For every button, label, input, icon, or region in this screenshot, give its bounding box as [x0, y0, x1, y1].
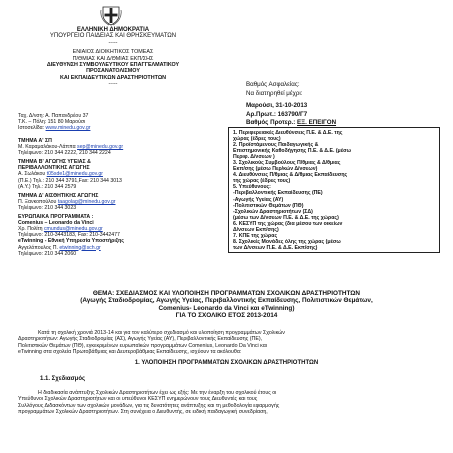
paragraph-line: προγραμμάτων Σχολικών Δραστηριοτήτων. Στη συνέχεια ο Διευθυντής, σε ειδική παιδαγωγική συνεδρίαση, [18, 408, 268, 415]
document-date: Μαρούσι, 31-10-2013 [246, 102, 308, 109]
recipient-line: Επιστημονικής Καθοδήγησης Π.Ε. & Δ.Ε. (μέσω [233, 148, 351, 155]
recipient-line: 5. Υπεύθυνους: [233, 184, 271, 191]
security-level: Βαθμός Ασφαλείας: [246, 81, 300, 88]
website-label: Ιστοσελίδα: [18, 125, 46, 132]
directorate-line-2: ΠΡΟΣΑΝΑΤΟΛΙΣΜΟΥ [86, 68, 140, 75]
recipients-box [228, 127, 440, 253]
header-divider: ----- [108, 39, 118, 46]
subject-line-2: (Αγωγής Σταδιοδρομίας, Αγωγής Υγείας, Περιβαλλοντικής Εκπαίδευσης, Πολιτιστικών Θεμάτων, [80, 297, 373, 305]
contact-email-link[interactable]: t05sde1@minedu.gov.gr [46, 171, 103, 178]
contact-group [18, 159, 228, 189]
recipient-line: Δ/νσεων Εκπ/σης) [233, 226, 279, 233]
recipient-line: (μέσω των Δ/νσεων Π.Ε. & Δ.Ε. της χώρας) [233, 214, 339, 221]
directorate-line-3: ΚΑΙ ΕΚΠΑΙΔΕΥΤΙΚΩΝ ΔΡΑΣΤΗΡΙΟΤΗΤΩΝ [59, 74, 167, 81]
country-name: ΕΛΛΗΝΙΚΗ ΔΗΜΟΚΡΑΤΙΑ [76, 27, 150, 33]
contact-text: Μ. Καραμαλάκου-Λάππα [18, 144, 78, 151]
contact-text: Τηλέφωνο: 210 344 2060 [18, 250, 77, 257]
address-block [18, 113, 218, 131]
recipient-line: 4. Διευθύνσεις Π/θμιας & Δ/θμιας Εκπαίδευσης [233, 172, 348, 179]
recipient-line: των Δ/νσεων Π.Ε. & Δ.Ε. Εκπ/σης) [233, 244, 318, 251]
recipient-line: -Αγωγής Υγείας (ΑΥ) [233, 196, 284, 203]
ministry-header [18, 27, 208, 88]
recipient-line: Περιφ. Δ/νσεων ) [233, 154, 275, 161]
document-subject [0, 290, 453, 320]
recipient-line: χώρας (έδρες τους) [233, 136, 281, 143]
contact-text: Π. Ξανκοπούλου [18, 198, 58, 205]
priority-label: Βαθμός Προτερ.: [246, 119, 298, 127]
contact-text: Α. Σωλάκου [18, 171, 47, 178]
contact-text: ΕΥΡΩΠΑΙΚΑ ΠΡΟΓΡΑΜΜΑΤΑ : [18, 214, 94, 221]
sector-subname: Π/ΘΜΙΑΣ ΚΑΙ Δ/ΘΜΙΑΣ ΕΚΠ/ΣΗΣ [72, 55, 154, 62]
contact-group [18, 138, 228, 156]
intro-line: Κατά τη σχολική χρονιά 2013-14 και για τον καλύτερο σχεδιασμό και υλοποίηση προγραμμάτων Σχολικών [38, 330, 285, 336]
contact-text: ΠΕΡΙΒΑΛΛΟΝΤΙΚΗΣ ΑΓΩΓΗΣ [18, 165, 90, 172]
recipient-line: 2. Προϊστάμενους Παιδαγωγικής & [233, 142, 319, 149]
recipient-line: Εκπ/σης (μέσω Περ/κών Δ/νσεων) [233, 166, 318, 173]
intro-paragraph [18, 330, 438, 355]
intro-line: Δραστηριοτήτων: Αγωγής Σταδιοδρομίας (ΑΣ), Αγωγής Υγείας (ΑΥ), Περιβαλλοντικής Εκπαίδευσης (ΠΕ), [18, 336, 263, 343]
recipient-line: 8. Σχολικές Μονάδες όλης της χώρας (μέσω [233, 238, 341, 245]
protocol-number: Αρ.Πρωτ.: 163790/Γ7 [246, 110, 308, 118]
contact-email-link[interactable]: taagolag@minedu.gov.gr [57, 198, 116, 205]
contact-text: ΤΜΗΜΑ Β' ΑΓΩΓΗΣ ΥΓΕΙΑΣ & [18, 159, 91, 166]
directorate-line-1: ΔΙΕΥΘΥΝΣΗ ΣΥΜΒΟΥΛΕΥΤΙΚΟΥ ΕΠΑΓΓΕΛΜΑΤΙΚΟΥ [46, 62, 180, 69]
contact-text: (Α.Υ.) Τηλ.: 210 344 2579 [18, 183, 77, 190]
contact-text: Τηλέφωνο: 210 344 2222, 210 344 2224 [18, 150, 111, 157]
recipient-line: -Πολιτιστικών Θεμάτων (ΠΘ) [233, 202, 304, 209]
paragraph-line: Υπεύθυνοι Σχολικών Δραστηριοτήτων και οι υπεύθυνοι ΚΕΣΥΠ ενημερώνουν τους Διευθυντές και τους [18, 396, 258, 403]
contact-text: Χρ. Πολίτη [18, 226, 44, 233]
subject-line-4: ΓΙΑ ΤΟ ΣΧΟΛΙΚΟ ΕΤΟΣ 2013-2014 [175, 312, 278, 320]
contact-line [18, 205, 228, 211]
document-meta [246, 80, 446, 128]
website-line [18, 125, 218, 131]
header-divider-2: ----- [108, 81, 118, 88]
recipient-line: της χώρας (έδρες τους) [233, 178, 291, 185]
contact-email-link[interactable]: etwinning@sch.gr [59, 244, 101, 251]
contact-text: eTwinning - Εθνική Υπηρεσία Υποστήριξης [18, 238, 124, 245]
priority-value: ΕΞ. ΕΠΕΙΓΟΝ [297, 119, 337, 127]
contact-group [18, 214, 228, 257]
ministry-name: ΥΠΟΥΡΓΕΙΟ ΠΑΙΔΕΙΑΣ ΚΑΙ ΘΡΗΣΚΕΥΜΑΤΩΝ [49, 33, 177, 40]
contact-text: Αγγελόπουλος Π. [18, 244, 60, 251]
recipient-line: 6. ΚΕΣΥΠ της χώρας (δια μέσου των οικείων [233, 220, 343, 227]
contact-group [18, 193, 228, 211]
recipient-line: 1. Περιφερειακές Διευθύνσεις Π.Ε. & Δ.Ε. της [233, 130, 343, 136]
sector-name: ΕΝΙΑΙΟΣ ΔΙΟΙΚΗΤΙΚΟΣ ΤΟΜΕΑΣ [72, 49, 154, 56]
recipient-line: 3. Σχολικούς Συμβούλους Π/θμιας & Δ/θμιας [233, 160, 341, 167]
contact-line [18, 251, 228, 257]
subject-line-1: ΘΕΜΑ: ΣΧΕΔΙΑΣΜΟΣ ΚΑΙ ΥΛΟΠΟΙΗΣΗ ΠΡΟΓΡΑΜΜΑΤΩΝ ΣΧΟΛΙΚΩΝ ΔΡΑΣΤΗΡΙΟΤΗΤΩΝ [92, 290, 361, 297]
contact-email-link[interactable]: sep@minedu.gov.gr [77, 144, 124, 151]
intro-line: eTwinning στα σχολεία Πρωτοβάθμιας και Δευτεροβάθμιας Εκπαίδευσης, ισχύουν τα ακόλουθα: [18, 348, 242, 355]
contact-line [18, 150, 228, 156]
contacts-list [18, 138, 228, 260]
address-street: Ταχ. Δ/νση: Α. Παπανδρέου 37 [18, 113, 89, 119]
recipient-line: -Περιβαλλοντικής Εκπαίδευσης (ΠΕ) [233, 190, 323, 197]
contact-text: Τηλέφωνο: 210-3443183, Fax: 210-3442477 [18, 232, 120, 239]
website-link[interactable]: www.minedu.gov.gr [45, 125, 91, 132]
subsection-heading: 1.1. Σχεδιασμός [40, 376, 86, 382]
paragraph-line: Συλλόγους Διδασκόντων των σχολικών μονάδων, για τις δυνατότητες ανάπτυξης και τη μεθοδολογία εφαρμογής [18, 402, 280, 409]
subject-line-3: Comenius- Leonardo da Vinci και eTwinning) [158, 304, 295, 312]
address-city: Τ.Κ. – Πόλη: 151 80 Μαρούσι [18, 119, 86, 126]
intro-line: Πολιτιστικών Θεμάτων (ΠΘ), εγκεκριμένων ευρωπαϊκών προγραμμάτων Comenius, Leonardo Da Vinci και [18, 342, 267, 349]
recipient-line: -Σχολικών Δραστηριοτήτων (ΣΔ) [233, 208, 313, 215]
contact-email-link[interactable]: cmundus@minedu.gov.gr [43, 226, 103, 233]
contact-text: Comenius – Leonardo da Vinci [18, 220, 94, 227]
retention-period: Να διατηρηθεί μέχρι: [246, 90, 303, 97]
contact-text: ΤΜΗΜΑ Δ' ΑΙΣΘΗΤΙΚΗΣ ΑΓΩΓΗΣ [18, 192, 99, 199]
contact-text: ΤΜΗΜΑ Α' ΣΠ [18, 138, 52, 144]
coat-of-arms-icon [100, 4, 122, 26]
section-heading: 1. ΥΛΟΠΟΙΗΣΗ ΠΡΟΓΡΑΜΜΑΤΩΝ ΣΧΟΛΙΚΩΝ ΔΡΑΣΤΗΡΙΟΤΗΤΩΝ [134, 360, 319, 366]
paragraph-line: Η διαδικασία ανάπτυξης Σχολικών Δραστηριοτήτων έχει ως εξής: Με την έναρξη του σχολικού έτους οι [38, 390, 277, 396]
recipient-line: 7. ΚΠΕ της χώρας [233, 232, 278, 239]
contact-line [18, 184, 228, 190]
contact-text: Τηλέφωνο: 210 344 3023 [18, 204, 77, 211]
contact-text: (Π.Ε.) Τηλ.: 210 344 3791,Fax: 210 344 3013 [18, 177, 122, 184]
body-paragraph [18, 390, 438, 415]
